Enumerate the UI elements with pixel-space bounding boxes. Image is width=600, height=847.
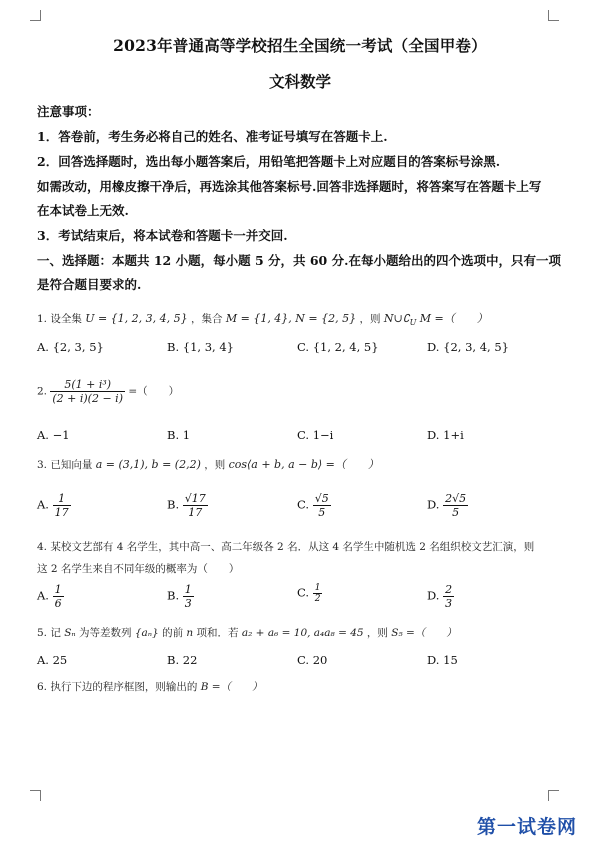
notice-item-1: 1．答卷前，考生务必将自己的姓名、准考证号填写在答题卡上. (37, 129, 388, 144)
q5-option-b: B. 22 (167, 653, 198, 667)
q5-sequence: {aₙ} (134, 627, 159, 639)
q5-then: ，则 (366, 627, 388, 639)
q3-option-a-label: A. (37, 497, 49, 512)
q1-option-b: B. {1, 3, 4} (167, 340, 234, 354)
q1-expression: N∪∁ (383, 312, 410, 325)
q3-b-num: √17 (184, 492, 206, 505)
q1-then: ，则 (359, 313, 381, 325)
q3-a-den: 17 (54, 506, 69, 519)
q3-c-den: 5 (313, 505, 331, 519)
q4-option-b-fraction (183, 583, 194, 610)
q5-condition: a₂ + a₆ = 10, a₄a₈ = 45 (241, 627, 364, 639)
q1-mid: ，集合 (191, 313, 223, 325)
q2-option-b: B. 1 (167, 428, 191, 442)
exam-subtitle: 文科数学 (268, 72, 331, 91)
q3-option-d-label: D. (427, 497, 440, 512)
q3-option-d (427, 492, 468, 519)
q4-c-den: 2 (314, 594, 321, 604)
q3-b-den: 17 (183, 505, 208, 519)
q2-prefix: 2. (37, 385, 48, 398)
q5-option-a: A. 25 (37, 653, 68, 667)
q3-option-a-fraction (53, 492, 71, 519)
q4-option-a (37, 583, 64, 610)
q4-option-c-label: C. (297, 585, 310, 600)
q2-option-d: D. 1+i (427, 428, 464, 442)
q4-b-den: 3 (184, 597, 192, 610)
watermark-logo: 第一试卷网 (477, 816, 578, 838)
q5-option-c: C. 20 (297, 653, 328, 667)
q4-option-d-label: D. (427, 588, 440, 603)
section-1-line-2: 是符合题目要求的. (37, 277, 142, 292)
notice-item-2a: 2．回答选择题时，选出每小题答案后，用铅笔把答题卡上对应题目的答案标号涂黑. (37, 154, 501, 169)
q3-option-b-fraction (183, 492, 208, 519)
q2-numerator: 5(1 + i³) (64, 378, 112, 391)
q4-c-num: 1 (314, 583, 321, 593)
question-6 (37, 679, 263, 694)
q3-option-c (297, 492, 331, 519)
q3-option-c-fraction (313, 492, 331, 519)
q2-fraction (50, 378, 125, 405)
q5-mid2: 的前 (162, 627, 184, 639)
q1-universal-set: U = {1, 2, 3, 4, 5} (85, 312, 188, 325)
question-3 (37, 456, 379, 472)
question-5 (37, 625, 457, 640)
q1-tail: M =（ ） (419, 312, 488, 325)
exam-title: 2023年普通高等学校招生全国统一考试（全国甲卷） (113, 36, 487, 55)
q3-expression: cos⟨a + b, a − b⟩ =（ ） (228, 458, 379, 471)
notice-item-2c: 在本试卷上无效. (37, 203, 129, 218)
q2-option-c: C. 1−i (297, 428, 334, 442)
q4-option-a-fraction (53, 583, 64, 610)
question-4-line-1: 4. 某校文艺部有 4 名学生，其中高一、高二年级各 2 名．从这 4 名学生中随机选 2 名组织校文艺汇演，则 (37, 541, 535, 553)
q2-tail: =（ ） (128, 385, 180, 398)
q1-option-c: C. {1, 2, 4, 5} (297, 340, 379, 354)
question-1 (37, 310, 488, 327)
q3-option-a (37, 492, 71, 519)
q3-d-num: 2√5 (445, 492, 467, 505)
q5-option-d: D. 15 (427, 653, 458, 667)
q1-prefix: 1. 设全集 (37, 313, 82, 325)
q1-option-a: A. {2, 3, 5} (37, 340, 104, 354)
q5-n: n (186, 627, 194, 639)
crop-mark-top-left (30, 10, 41, 21)
q5-mid3: 项和．若 (196, 627, 239, 639)
q4-a-num: 1 (54, 583, 62, 596)
question-2 (37, 378, 179, 405)
q1-option-d: D. {2, 3, 4, 5} (427, 340, 509, 354)
q6-text: 6. 执行下边的程序框图，则输出的 (37, 681, 198, 693)
q5-expression: S₅ =（ ） (391, 627, 457, 639)
q4-d-num: 2 (445, 583, 453, 596)
notice-heading: 注意事项： (37, 104, 100, 119)
q1-expression-subscript: U (409, 318, 417, 328)
crop-mark-bottom-left (30, 790, 41, 801)
q4-option-a-label: A. (37, 588, 49, 603)
q4-option-d-fraction (443, 583, 454, 610)
q6-expression: B =（ ） (200, 681, 263, 693)
q3-vectors: a = (3,1), b = (2,2) (95, 458, 201, 471)
q4-option-d (427, 583, 454, 610)
q3-option-b (167, 492, 208, 519)
q4-option-b (167, 583, 194, 610)
q3-then: ，则 (204, 459, 226, 471)
section-1-line-1: 一、选择题：本题共 12 小题，每小题 5 分，共 60 分.在每小题给出的四个选项中，只有一项 (37, 253, 561, 268)
q3-a-num: 1 (58, 492, 66, 505)
q3-d-den: 5 (443, 505, 468, 519)
crop-mark-bottom-right (548, 790, 559, 801)
q5-prefix: 5. 记 (37, 627, 61, 639)
q4-option-c (297, 583, 322, 604)
q1-sets: M = {1, 4}, N = {2, 5} (225, 312, 357, 325)
q3-prefix: 3. 已知向量 (37, 459, 93, 471)
q4-b-num: 1 (184, 583, 192, 596)
q5-sn: Sₙ (64, 627, 76, 639)
q3-option-d-fraction (443, 492, 468, 519)
notice-item-2b: 如需改动，用橡皮擦干净后，再选涂其他答案标号.回答非选择题时，将答案写在答题卡上写 (37, 179, 542, 194)
notice-item-3: 3．考试结束后，将本试卷和答题卡一并交回. (37, 228, 288, 243)
q3-option-b-label: B. (167, 497, 180, 512)
q4-a-den: 6 (54, 597, 62, 610)
q4-d-den: 3 (445, 597, 453, 610)
q2-denominator: (2 + i)(2 − i) (52, 392, 123, 405)
question-4-line-2: 这 2 名学生来自不同年级的概率为（ ） (37, 563, 240, 575)
q3-c-num: √5 (314, 492, 329, 505)
crop-mark-top-right (548, 10, 559, 21)
q4-option-b-label: B. (167, 588, 180, 603)
q3-option-c-label: C. (297, 497, 310, 512)
q2-option-a: A. −1 (37, 428, 70, 442)
q4-option-c-fraction (313, 583, 323, 604)
q5-mid1: 为等差数列 (79, 627, 132, 639)
